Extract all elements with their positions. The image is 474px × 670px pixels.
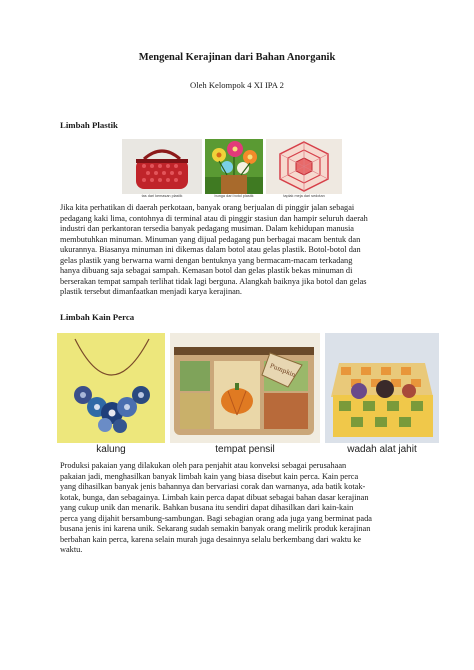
photo-bunga-botol xyxy=(205,139,263,194)
paragraph-line: industri dan perkantoran tersedia banyak pedagang musiman. Dalam kehidupan manusia xyxy=(60,224,354,234)
paragraph-line: pedagang kaki lima, contohnya di terminal atau di pinggir stasiun dan hampir seluruh daerah xyxy=(60,213,368,223)
pumpkin-tag-text: Pumpkin xyxy=(268,362,297,379)
section-heading-kain-perca: Limbah Kain Perca xyxy=(60,312,135,322)
photo-tas-plastik xyxy=(122,139,202,194)
caption-taplak-sedotan: taplak meja dari sedotan xyxy=(283,194,325,198)
paragraph-kain-perca xyxy=(60,461,430,556)
section-heading-plastik: Limbah Plastik xyxy=(60,120,118,130)
paragraph-line: yang dihasilkan banyak jenis bahannya dan bervariasi corak dan warnanya, ada batik kotak- xyxy=(60,482,366,492)
photo-wadah-alat-jahit xyxy=(325,333,439,443)
photo-kalung xyxy=(57,333,165,443)
paragraph-line: waktu. xyxy=(60,545,83,555)
paragraph-line: membutuhkan minuman. Minuman yang dijual pedagang pun berbagai macam bentuk dan xyxy=(60,234,361,244)
paragraph-plastik xyxy=(60,203,430,298)
paragraph-line: busana jenis ini karena unik. Sekarang sudah semakin banyak orang melirik produk kerajinan xyxy=(60,524,371,534)
paragraph-line: Jika kita perhatikan di daerah perkotaan, banyak orang berjualan di pinggir jalan sebagai xyxy=(60,203,355,212)
paragraph-line: yang cukup unik dan menarik. Bahkan busana itu sendiri dapat dihasilkan dari kain-kain xyxy=(60,503,354,513)
paragraph-line: gelas plastik yang berwarna warni dengan bentuknya yang bermacam-macam terkadang xyxy=(60,255,353,265)
caption-bunga-botol: bunga dari botol plastik xyxy=(214,194,254,198)
paragraph-line: plastik tersebut dimanfaatkan menjadi karya kerajinan. xyxy=(60,287,243,297)
paragraph-line: Produksi pakaian yang dilakukan oleh para penjahit atau konveksi sebagai perusahaan xyxy=(60,461,347,470)
caption-kalung: kalung xyxy=(96,444,126,455)
paragraph-line: ukurannya. Biasanya minuman ini dikemas dalam botol atau gelas plastik. Botol-botol dan xyxy=(60,245,361,255)
photo-taplak-sedotan xyxy=(266,139,342,194)
paragraph-line: hanya dibuang saja sebagai sampah. Kemasan botol dan gelas plastik bekas minuman di xyxy=(60,266,353,276)
paragraph-line: berserakan tempat sampah terlihat tidak lagi berguna. Alangkah baiknya jika botol dan gelas xyxy=(60,276,367,286)
paragraph-line: berbahan kain perca, karena selain murah juga desainnya selalu berkembang dari waktu ke xyxy=(60,534,362,544)
document-title: Mengenal Kerajinan dari Bahan Anorganik xyxy=(138,52,336,63)
paragraph-line: pakaian jadi, menghasilkan banyak limbah kain yang biasa disebut kain perca. Kain perca xyxy=(60,471,359,481)
photo-tempat-pensil xyxy=(170,333,320,443)
paragraph-line: kotak, bunga, dan sebagainya. Limbah kain perca dapat dibuat sebagai bahan dasar kerajinan xyxy=(60,492,369,502)
paragraph-line: perca yang dijahit bersambung-sambungan. Bagi sebagian orang ada juga yang berminat pada xyxy=(60,513,372,523)
caption-wadah-alat-jahit: wadah alat jahit xyxy=(347,444,417,455)
caption-tas-plastik: tas dari kemasan plastik xyxy=(141,194,183,198)
document-byline: Oleh Kelompok 4 XI IPA 2 xyxy=(190,80,284,90)
caption-tempat-pensil: tempat pensil xyxy=(215,444,275,455)
